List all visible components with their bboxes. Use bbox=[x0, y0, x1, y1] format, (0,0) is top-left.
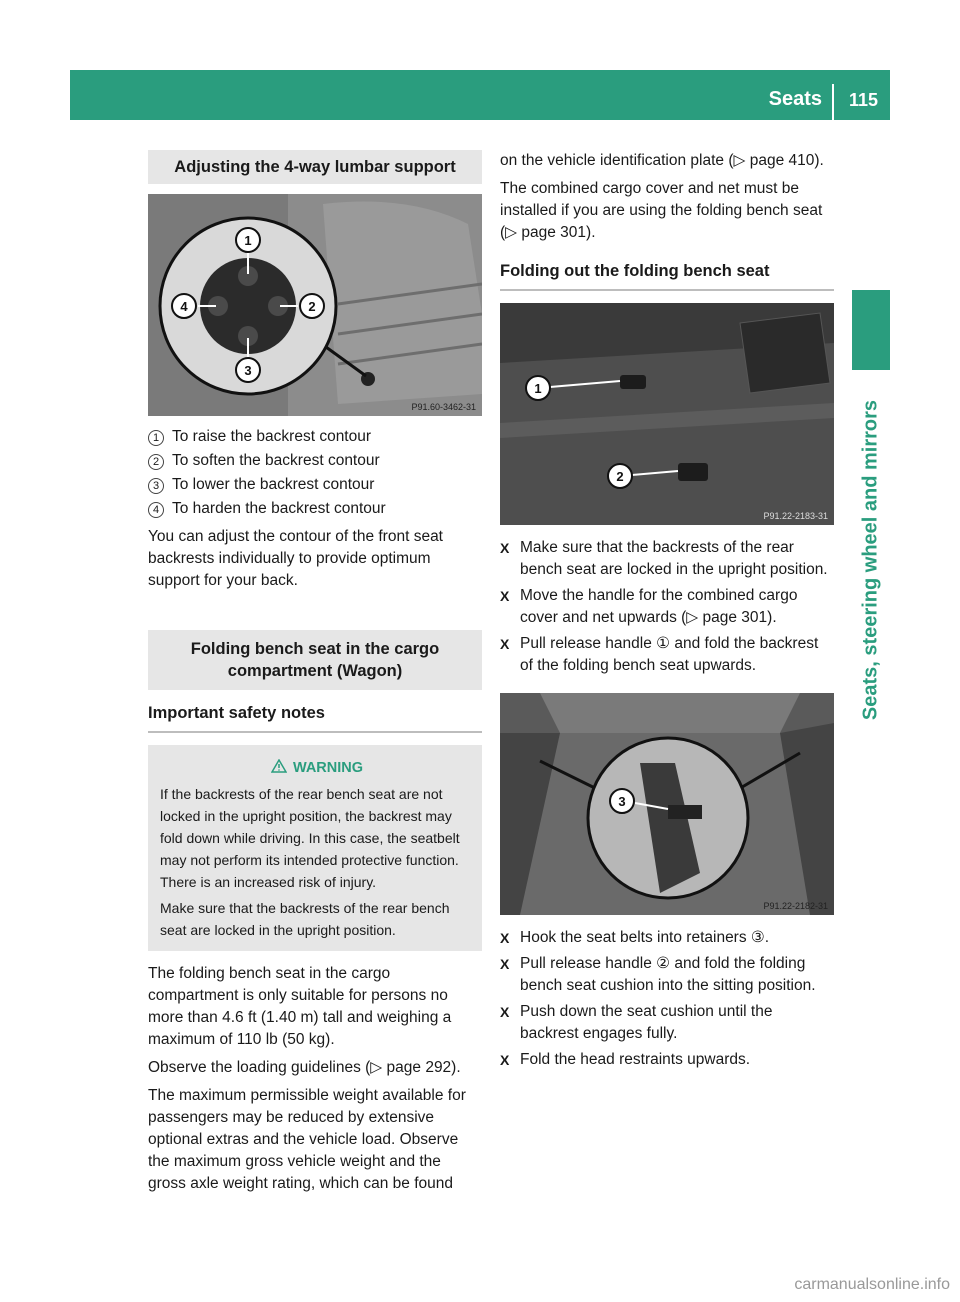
lumbar-legend bbox=[148, 426, 482, 520]
chapter-label-text: Seats, steering wheel and mirrors bbox=[859, 399, 882, 721]
legend-text: To raise the backrest contour bbox=[172, 428, 372, 445]
figure2-callout: 1 bbox=[534, 381, 542, 396]
page-number: 115 bbox=[848, 90, 878, 110]
legend-number: 3 bbox=[148, 478, 164, 494]
step-text: Pull release handle ② and fold the folding bench seat cushion into the sitting position. bbox=[520, 955, 816, 994]
legend-item bbox=[148, 426, 482, 448]
lumbar-paragraph: You can adjust the contour of the front seat backrests individually to provide optimum support for your back. bbox=[148, 528, 443, 589]
warning-title: WARNING bbox=[292, 760, 364, 776]
subhead-folding-out: Folding out the folding bench seat bbox=[500, 260, 834, 291]
chapter-label bbox=[850, 380, 892, 740]
bench-seat-handles-figure bbox=[500, 303, 834, 525]
warning-heading bbox=[160, 757, 474, 779]
left-column bbox=[148, 150, 482, 1195]
section-title-folding-bench: Folding bench seat in the cargo compartment (Wagon) bbox=[148, 630, 482, 690]
subhead-safety-notes: Important safety notes bbox=[148, 702, 482, 733]
loading-guidelines-paragraph: Observe the loading guidelines (▷ page 292). bbox=[148, 1059, 461, 1076]
header-divider bbox=[832, 84, 834, 120]
step-item bbox=[500, 585, 834, 629]
legend-number: 4 bbox=[148, 502, 164, 518]
weight-paragraph: The maximum permissible weight available for passengers may be reduced by extensive optional extras and the vehicle load. Observe the maximum gross vehicle weight and the gross axle weight rating, which can be found bbox=[148, 1087, 466, 1192]
figure1-callout: 2 bbox=[308, 299, 316, 314]
watermark-footer[interactable]: carmanualsonline.info bbox=[794, 1276, 950, 1293]
legend-number: 1 bbox=[148, 430, 164, 446]
step-text: Hook the seat belts into retainers ③. bbox=[520, 929, 770, 946]
figure3-code: P91.22-2182-31 bbox=[763, 901, 828, 911]
warning-instruction: Make sure that the backrests of the rear bench seat are locked in the upright position. bbox=[160, 900, 450, 938]
legend-text: To soften the backrest contour bbox=[172, 452, 380, 469]
bench-limits-paragraph: The folding bench seat in the cargo compartment is only suitable for persons no more than 4.6 ft (1.40 m) tall and weighing a maximum of 110 lb (50 kg). bbox=[148, 965, 452, 1048]
legend-text: To lower the backrest contour bbox=[172, 476, 375, 493]
step-item bbox=[500, 1049, 834, 1071]
legend-item bbox=[148, 450, 482, 472]
figure2-code: P91.22-2183-31 bbox=[763, 511, 828, 521]
right-column bbox=[500, 150, 834, 1071]
step-text: Fold the head restraints upwards. bbox=[520, 1051, 751, 1068]
step-text: Pull release handle ① and fold the backrest of the folding bench seat upwards. bbox=[520, 635, 819, 674]
legend-item bbox=[148, 498, 482, 520]
warning-box bbox=[148, 745, 482, 951]
step-text: Move the handle for the combined cargo cover and net upwards (▷ page 301). bbox=[520, 587, 798, 626]
seat-belt-retainer-figure bbox=[500, 693, 834, 915]
id-plate-paragraph: on the vehicle identification plate (▷ page 410). bbox=[500, 152, 824, 169]
step-marker-icon: X bbox=[500, 540, 510, 556]
step-marker-icon: X bbox=[500, 930, 510, 946]
step-item bbox=[500, 927, 834, 949]
step-item bbox=[500, 953, 834, 997]
step-text: Push down the seat cushion until the backrest engages fully. bbox=[520, 1003, 773, 1042]
step-marker-icon: X bbox=[500, 1004, 510, 1020]
chapter-tab bbox=[852, 290, 890, 370]
legend-text: To harden the backrest contour bbox=[172, 500, 386, 517]
figure2-callout: 2 bbox=[616, 469, 624, 484]
legend-number: 2 bbox=[148, 454, 164, 470]
figure1-callout: 4 bbox=[180, 299, 188, 314]
step-marker-icon: X bbox=[500, 1052, 510, 1068]
figure1-callout: 3 bbox=[244, 363, 252, 378]
step-item bbox=[500, 633, 834, 677]
lumbar-support-figure bbox=[148, 194, 482, 416]
step-marker-icon: X bbox=[500, 588, 510, 604]
step-item bbox=[500, 1001, 834, 1045]
step-marker-icon: X bbox=[500, 956, 510, 972]
figure3-callout: 3 bbox=[618, 794, 626, 809]
page-header bbox=[70, 70, 890, 120]
figure1-callout: 1 bbox=[244, 233, 252, 248]
step-marker-icon: X bbox=[500, 636, 510, 652]
header-title: Seats bbox=[768, 88, 822, 110]
cargo-cover-paragraph: The combined cargo cover and net must be installed if you are using the folding bench seat (▷ page 301). bbox=[500, 180, 823, 241]
section-title-lumbar: Adjusting the 4-way lumbar support bbox=[148, 150, 482, 184]
warning-text: If the backrests of the rear bench seat are not locked in the upright position, the backrest may fold down while driving. In this case, the seatbelt may not perform its intended protective function. There is an increased risk of injury. bbox=[160, 786, 460, 890]
legend-item bbox=[148, 474, 482, 496]
step-text: Make sure that the backrests of the rear bench seat are locked in the upright position. bbox=[520, 539, 828, 578]
step-item bbox=[500, 537, 834, 581]
warning-triangle-icon bbox=[271, 759, 287, 773]
figure1-code: P91.60-3462-31 bbox=[411, 402, 476, 412]
